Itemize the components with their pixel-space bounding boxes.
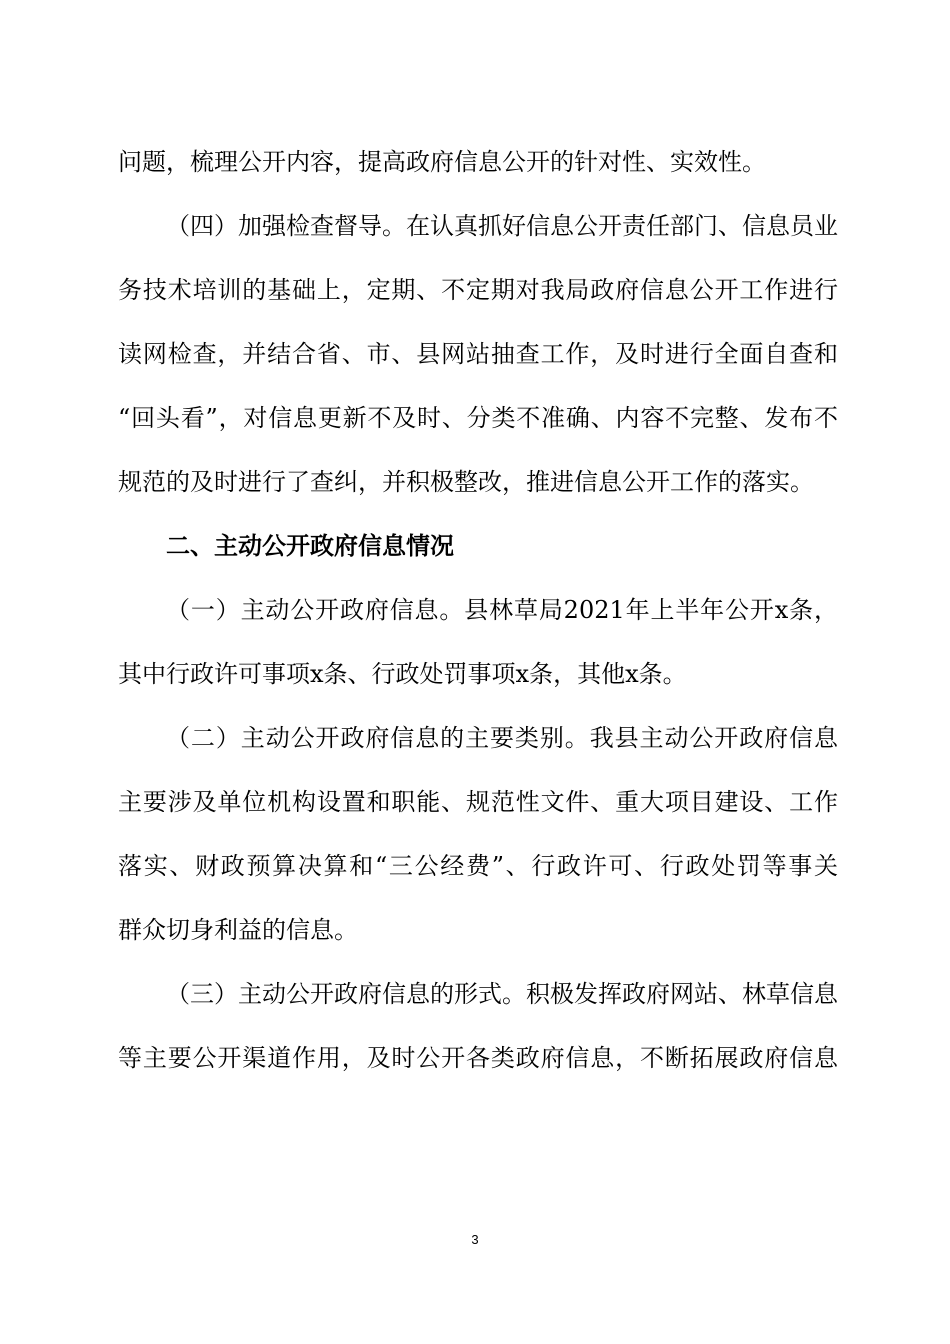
paragraph-line: 务技术培训的基础上，定期、不定期对我局政府信息公开工作进行 (118, 276, 838, 304)
paragraph-line: 落实、财政预算决算和“三公经费”、行政许可、行政处罚等事关 (118, 852, 838, 880)
paragraph-line: 其中行政许可事项x条、行政处罚事项x条，其他x条。 (118, 660, 687, 688)
paragraph-line: 等主要公开渠道作用，及时公开各类政府信息，不断拓展政府信息 (118, 1044, 838, 1072)
paragraph-line: （二）主动公开政府信息的主要类别。我县主动公开政府信息 (166, 724, 838, 752)
paragraph-line: （三）主动公开政府信息的形式。积极发挥政府网站、林草信息 (166, 980, 838, 1008)
paragraph-line: 主要涉及单位机构设置和职能、规范性文件、重大项目建设、工作 (118, 788, 838, 816)
section-heading: 二、主动公开政府信息情况 (166, 532, 454, 560)
paragraph-line: 问题，梳理公开内容，提高政府信息公开的针对性、实效性。 (118, 148, 766, 176)
paragraph-line: “回头看”，对信息更新不及时、分类不准确、内容不完整、发布不 (118, 404, 838, 432)
paragraph-line: （四）加强检查督导。在认真抓好信息公开责任部门、信息员业 (166, 212, 838, 240)
paragraph-line: 群众切身利益的信息。 (118, 916, 358, 944)
paragraph-line: 读网检查，并结合省、市、县网站抽查工作，及时进行全面自查和 (118, 340, 838, 368)
page-number: 3 (471, 1232, 479, 1247)
paragraph-line: （一）主动公开政府信息。县林草局2021年上半年公开x条， (166, 596, 838, 624)
paragraph-line: 规范的及时进行了查纠，并积极整改，推进信息公开工作的落实。 (118, 468, 814, 496)
